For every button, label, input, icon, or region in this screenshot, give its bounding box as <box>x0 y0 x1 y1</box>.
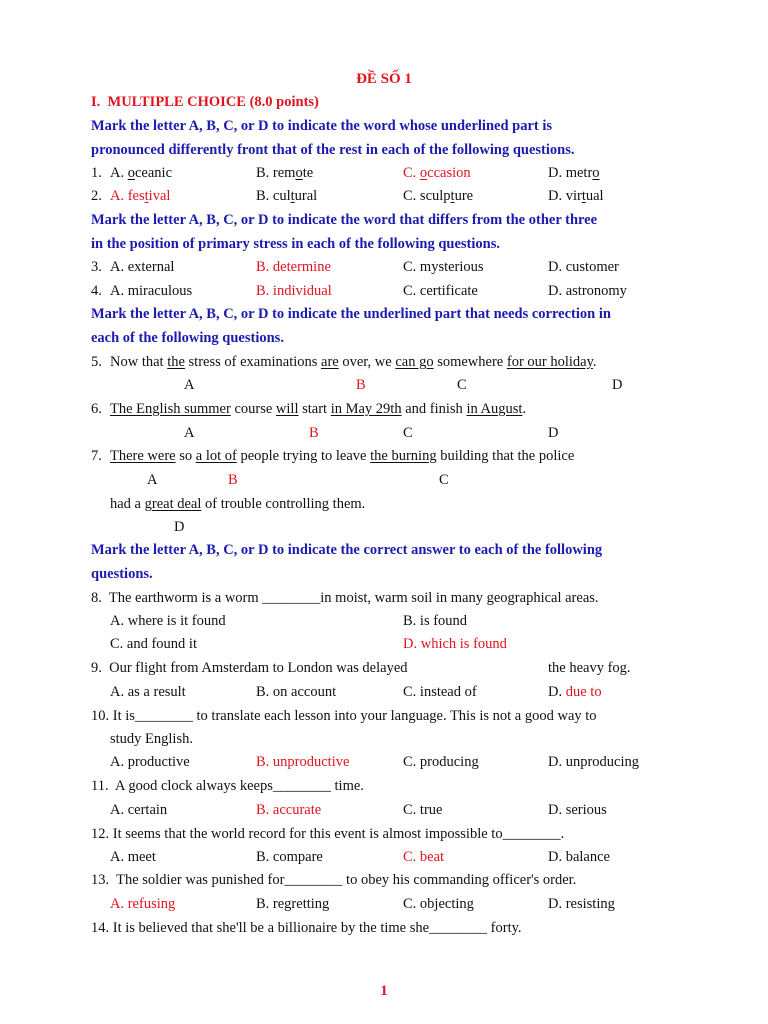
question-stem: The English summer course will start in May 29th and finish in August. <box>110 401 527 417</box>
question-stem: 13. The soldier was punished for________ to obey his commanding officer's order. <box>91 872 577 888</box>
instruction-pronunciation-line2: pronounced differently front that of the rest in each of the following questions. <box>91 142 575 158</box>
option-d: D. resisting <box>548 896 615 912</box>
option-b-answer: B. determine <box>256 259 331 275</box>
instruction-error-line2: each of the following questions. <box>91 330 284 346</box>
option-b: B. regretting <box>256 896 330 912</box>
question-stem: Now that the stress of examinations are over, we can go somewhere for our holiday. <box>110 354 597 370</box>
question-stem-continuation: study English. <box>110 731 193 747</box>
option-b: B. cultural <box>256 188 318 204</box>
option-b-answer: B. individual <box>256 283 332 299</box>
question-number: 1. <box>91 165 102 181</box>
question-stem-end: the heavy fog. <box>548 660 631 676</box>
instruction-error-line1: Mark the letter A, B, C, or D to indicate the underlined part that needs correction in <box>91 306 611 322</box>
instruction-pronunciation-line1: Mark the letter A, B, C, or D to indicate the word whose underlined part is <box>91 118 553 134</box>
label-a: A <box>184 377 195 393</box>
option-b: B. on account <box>256 684 337 700</box>
label-a: A <box>184 425 195 441</box>
question-number: 4. <box>91 283 102 299</box>
option-b: B. is found <box>403 613 468 629</box>
label-b-answer: B <box>309 425 319 441</box>
label-b-answer: B <box>228 472 238 488</box>
option-a: A. where is it found <box>110 613 226 629</box>
question-stem-continuation: had a great deal of trouble controlling them. <box>110 496 366 512</box>
section-heading: I. MULTIPLE CHOICE (8.0 points) <box>91 94 319 110</box>
question-stem: 14. It is believed that she'll be a billionaire by the time she________ forty. <box>91 920 522 936</box>
option-c: C. true <box>403 802 443 818</box>
label-c: C <box>457 377 467 393</box>
label-c: C <box>439 472 449 488</box>
exam-title: ĐỀ SỐ 1 <box>356 71 412 87</box>
option-d-answer: D. due to <box>548 684 602 700</box>
option-a-answer: A. refusing <box>110 896 176 912</box>
question-number: 5. <box>91 354 102 370</box>
option-a: A. as a result <box>110 684 186 700</box>
option-d-answer: D. which is found <box>403 636 507 652</box>
option-a: A. external <box>110 259 175 275</box>
option-c: C. instead of <box>403 684 477 700</box>
question-number: 7. <box>91 448 102 464</box>
label-a: A <box>147 472 158 488</box>
option-c-answer: C. occasion <box>403 165 471 181</box>
question-stem: 9. Our flight from Amsterdam to London was delayed <box>91 660 408 676</box>
option-d: D. metro <box>548 165 600 181</box>
option-b: B. remote <box>256 165 314 181</box>
option-a: A. oceanic <box>110 165 173 181</box>
question-number: 6. <box>91 401 102 417</box>
question-stem: 12. It seems that the world record for this event is almost impossible to________. <box>91 826 565 842</box>
option-c-answer: C. beat <box>403 849 445 865</box>
option-c: C. and found it <box>110 636 197 652</box>
option-d: D. balance <box>548 849 610 865</box>
option-a: A. productive <box>110 754 190 770</box>
option-c: C. certificate <box>403 283 478 299</box>
option-d: D. customer <box>548 259 619 275</box>
option-c: C. sculpture <box>403 188 474 204</box>
option-a: A. miraculous <box>110 283 193 299</box>
option-a-answer: A. festival <box>110 188 171 204</box>
option-c: C. objecting <box>403 896 474 912</box>
instruction-stress-line2: in the position of primary stress in each of the following questions. <box>91 236 500 252</box>
option-c: C. producing <box>403 754 479 770</box>
question-stem: There were so a lot of people trying to leave the burning building that the police <box>110 448 575 464</box>
instruction-stress-line1: Mark the letter A, B, C, or D to indicate the word that differs from the other three <box>91 212 598 228</box>
option-a: A. meet <box>110 849 156 865</box>
option-a: A. certain <box>110 802 168 818</box>
option-d: D. unproducing <box>548 754 640 770</box>
page-number: 1 <box>380 983 388 999</box>
instruction-answer-line2: questions. <box>91 566 153 582</box>
option-b-answer: B. accurate <box>256 802 322 818</box>
option-d: D. serious <box>548 802 607 818</box>
instruction-answer-line1: Mark the letter A, B, C, or D to indicate the correct answer to each of the following <box>91 542 603 558</box>
question-number: 3. <box>91 259 102 275</box>
label-b-answer: B <box>356 377 366 393</box>
label-c: C <box>403 425 413 441</box>
label-d: D <box>612 377 623 393</box>
option-b-answer: B. unproductive <box>256 754 350 770</box>
question-number: 2. <box>91 188 102 204</box>
option-c: C. mysterious <box>403 259 484 275</box>
option-d: D. astronomy <box>548 283 627 299</box>
label-d: D <box>174 519 185 535</box>
option-d: D. virtual <box>548 188 604 204</box>
question-stem: 11. A good clock always keeps________ time. <box>91 778 364 794</box>
label-d: D <box>548 425 559 441</box>
question-stem: 8. The earthworm is a worm ________in moist, warm soil in many geographical areas. <box>91 590 599 606</box>
option-b: B. compare <box>256 849 323 865</box>
question-stem: 10. It is________ to translate each lesson into your language. This is not a good way to <box>91 708 597 724</box>
